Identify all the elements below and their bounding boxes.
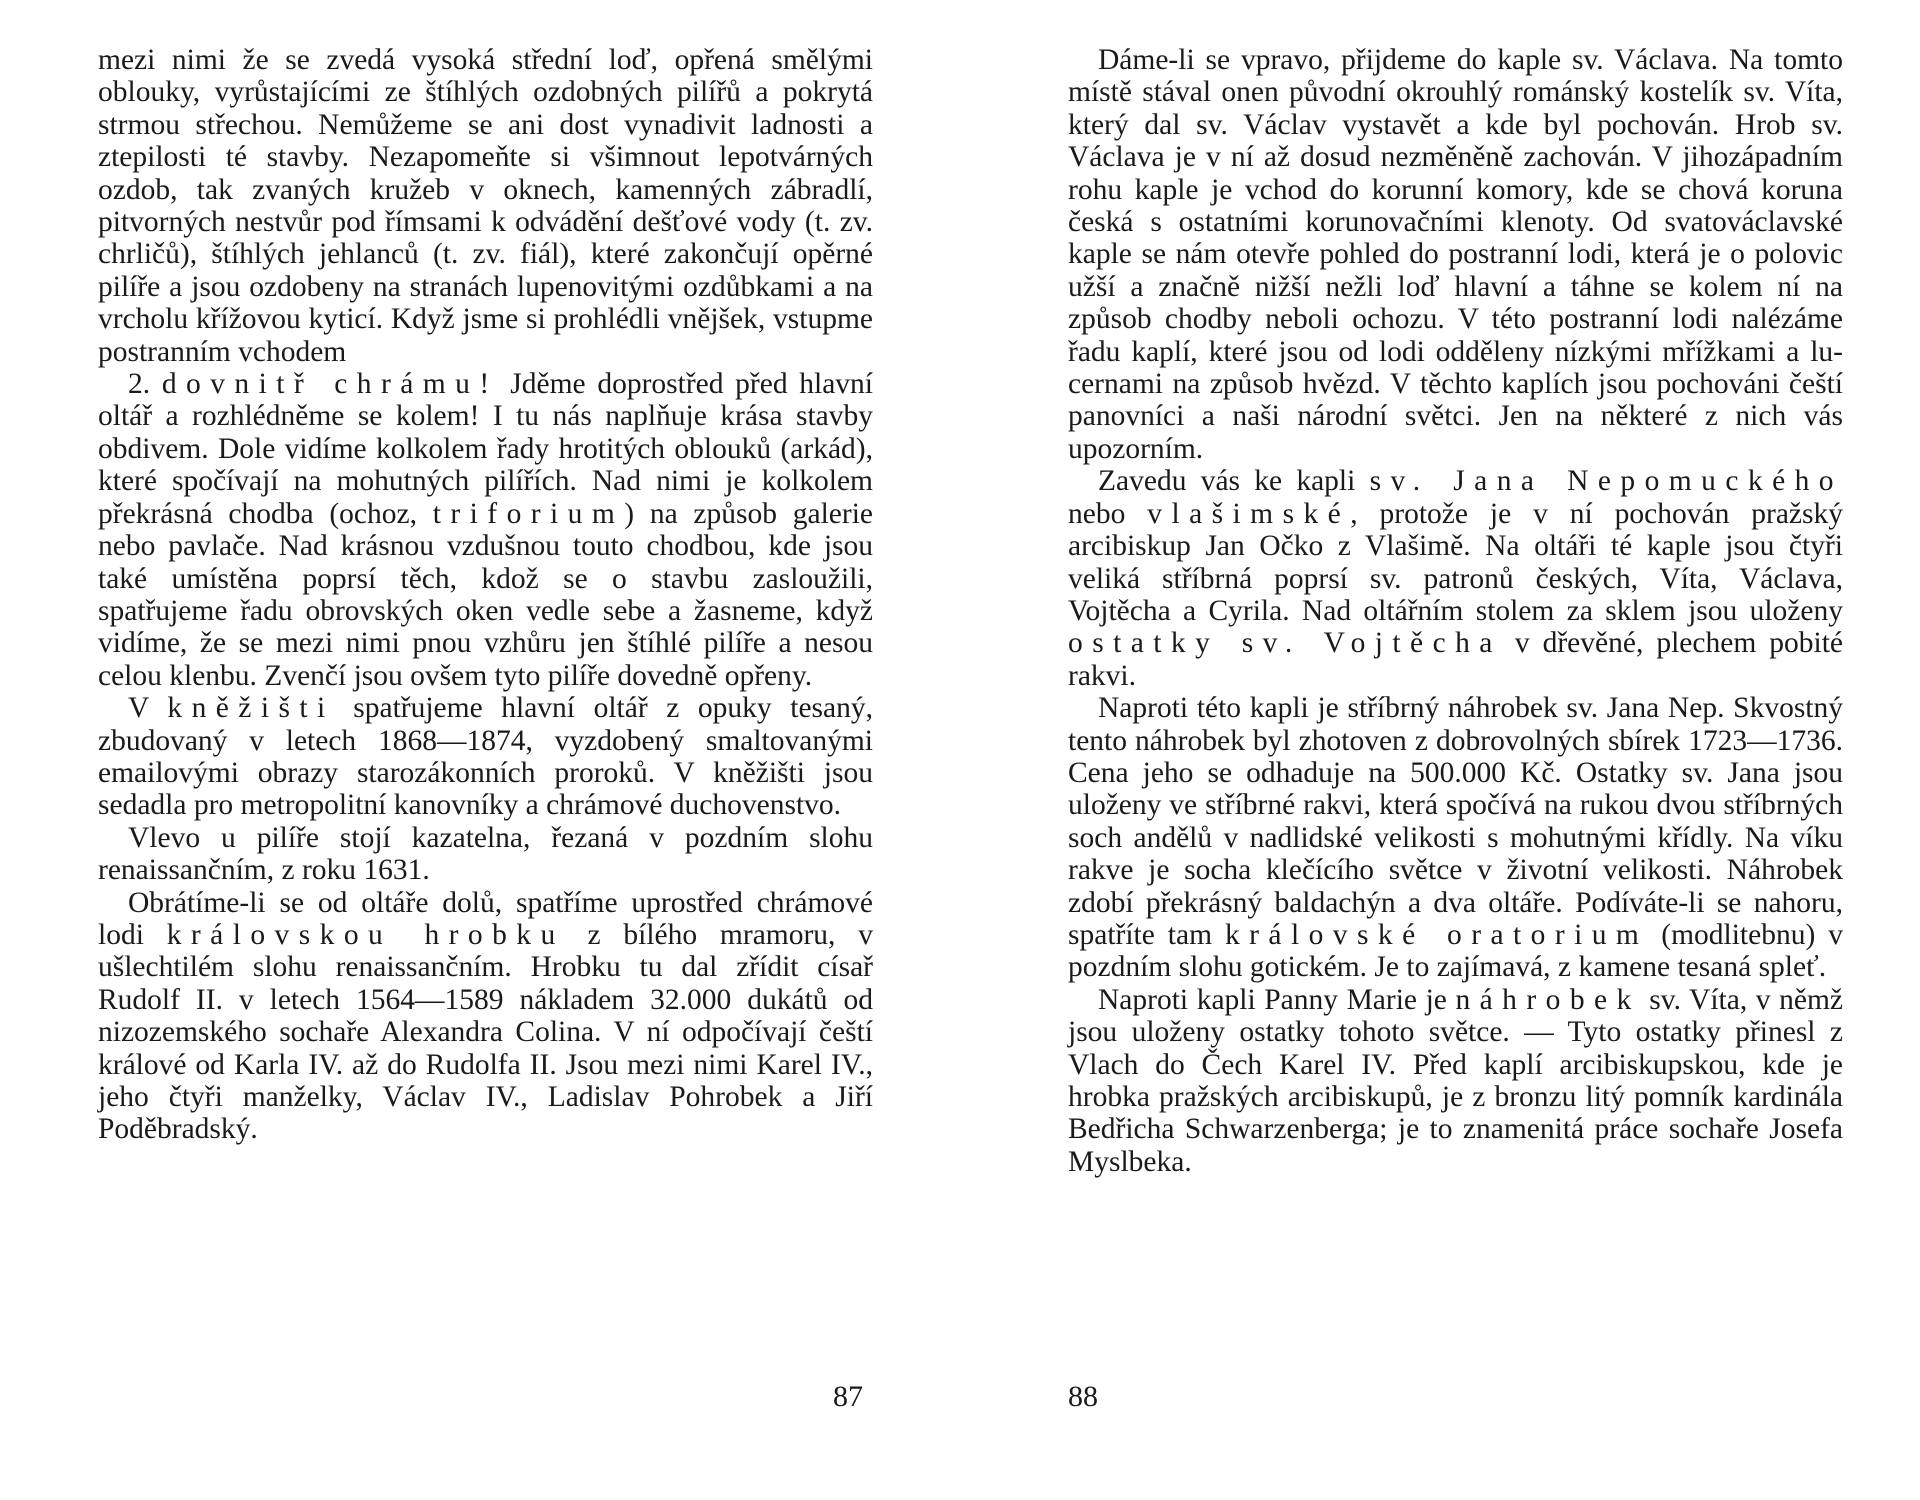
right-p3-spaced-term: královské oratorium (1224, 918, 1649, 951)
left-paragraph-2 (98, 368, 873, 692)
right-p3-text: Naproti této kapli je stříbrný náhrobek sv. Jana Nep. Skvostný tento náhrobek byl zhotoven z dobrovolných sbírek 1723—1736. Cena jeho se odhaduje na 500.000 Kč. Ostatky sv. Jana jsou uloženy ve stříbrné rakvi, která spočívá na rukou dvou stříbrných soch andělů v nadlidské velikosti s mohutnými křídly. Na víku rakve je socha klečícího světce v životní velikosti. Náhrobek zdobí překrásný baldachýn a dva oltáře. Podíváte-li se nahoru, spatříte tam (1068, 692, 1843, 951)
right-p2-spaced-term-3: ostatky sv. Vojtěcha (1068, 627, 1502, 660)
right-p2-text-4: v dřevěné, plechem pobité rakvi. (1068, 627, 1843, 692)
right-p4-text-2: sv. Víta, v němž jsou uloženy ostatky tohoto světce. — Tyto ostatky přinesl z Vlach do Čech Karel IV. Před kaplí arcibiskupskou, kde je hrobka pražských arcibiskupů, je z bronzu litý pomník kardinála Bedřicha Schwarzenberga; je to znamenitá práce sochaře Josefa Myslbeka. (1068, 983, 1843, 1178)
left-p2-prefix: 2. (128, 368, 151, 401)
left-p5-spaced-term: královskou hrobku (166, 918, 565, 951)
left-p3-text: spatřujeme hlavní oltář z opuky tesaný, zbudovaný v letech 1868—1874, vyzdobený smaltovanými emailovými obrazy starozákonních proroků. V kněžišti jsou sedadla pro metropolitní kanovníky a chrámové duchovenstvo. (98, 692, 873, 822)
right-p2-spaced-term: sv. Jana Nepomuckého (1369, 465, 1843, 498)
right-p4-spaced-term: náhrobek (1455, 983, 1641, 1016)
left-p2-spaced-term: dovnitř chrámu! (161, 368, 499, 401)
right-paragraph-4 (1068, 984, 1843, 1178)
left-p5-text: Obrátíme-li se od oltáře dolů, spatříme uprostřed chrámové lodi (98, 886, 873, 951)
left-p3-spaced-term: kněžišti (167, 692, 335, 725)
left-p2-text: Jděme doprostřed před hlavní oltář a rozhlédněme se kolem! I tu nás naplňuje krása stavby obdivem. Dole vidíme kolkolem řady hrotitých oblouků (arkád), které spočívají na mohutných pilířích. Nad nimi je kolkolem překrásná chodba (ochoz, (98, 368, 873, 530)
left-p5-text-2: z bílého mramoru, v ušlechtilém slohu renaissančním. Hrobku tu dal zřídit císař Rudolf II. v letech 1564—1589 nákladem 32.000 dukátů od nizozemského sochaře Alexandra Colina. V ní odpočívají čeští králové od Karla IV. až do Rudolfa II. Jsou mezi nimi Karel IV., jeho čtyři manželky, Václav IV., Ladislav Pohrobek a Jiří Poděbradský. (98, 918, 873, 1146)
page-number-right: 88 (1068, 1380, 1098, 1413)
right-p2-text: Zavedu vás ke kapli (1098, 465, 1370, 498)
right-p4-text: Naproti kapli Panny Marie je (1098, 983, 1456, 1016)
left-p2-spaced-term-2: triforium (432, 497, 625, 530)
left-paragraph-1: mezi nimi že se zvedá vysoká střední loď, opřená smělými oblouky, vyrůstajícími ze štíhlých ozdobných pilířů a pokrytá strmou střechou. Nemůžeme se ani dost vynadivit ladnosti a ztepilosti té stavby. Nezapomeňte si všimnout lepotvárných ozdob, tak zvaných kružeb v oknech, kamenných zábradlí, pitvorných nestvůr pod římsami k odvádění dešťové vody (t. zv. chrličů), štíhlých jehlanců (t. zv. fiál), které zakončují opěrné pilíře a jsou ozdobeny na stranách lupenovitými ozdůbkami a na vrcholu křížovou kyticí. Když jsme si prohlédli vnějšek, vstupme postranním vchodem (98, 44, 873, 368)
right-p2-text-3: , protože je v ní pochován pražský arcibiskup Jan Očko z Vlašimě. Na oltáři té kaple jsou čtyři veliká stříbrná poprsí sv. patronů českých, Víta, Václava, Vojtěcha a Cyrila. Nad oltářním stolem za sklem jsou uloženy (1068, 497, 1843, 627)
left-paragraph-4: Vlevo u pilíře stojí kazatelna, řezaná v pozdním slohu renaissančním, z roku 1631. (98, 821, 873, 887)
right-page (1068, 44, 1843, 1178)
right-paragraph-2 (1068, 465, 1843, 692)
left-p2-text-2: ) na způsob galerie nebo pavlače. Nad krásnou vzdušnou touto chodbou, kde jsou také umístěna poprsí těch, kdož se o stavbu zasloužili, spatřujeme řadu obrovských oken vedle sebe a žasneme, když vidíme, že se mezi nimi pnou vzhůru jen štíhlé pilíře a nesou celou klenbu. Zvenčí jsou ovšem tyto pilíře dovedně opřeny. (98, 497, 873, 692)
right-p2-text-2: nebo (1068, 497, 1148, 530)
right-p2-spaced-term-2: vlašimské (1147, 497, 1351, 530)
left-paragraph-5 (98, 887, 873, 1146)
left-paragraph-3 (98, 692, 873, 822)
left-page (98, 44, 873, 1146)
right-paragraph-3 (1068, 692, 1843, 984)
left-p3-prefix: V (128, 692, 149, 725)
right-p3-text-2: (modlitebnu) v pozdním slohu gotickém. Je to zajímavá, z kamene tesaná spleť. (1068, 918, 1843, 984)
right-paragraph-1: Dáme-li se vpravo, přijdeme do kaple sv. Václava. Na tomto místě stával onen původní okrouhlý románský kostelík sv. Víta, který dal sv. Václav vystavět a kde byl pochován. Hrob sv. Václava je v ní až dosud nezměněně zachován. V jihozápadním rohu kaple je vchod do korunní komory, kde se chová koruna česká s ostatními korunovačními klenoty. Od svatováclavské kaple se nám otevře pohled do postranní lodi, která je o polovic užší a značně nižší nežli loď hlavní a táhne se kolem ní na způsob chodby neboli ochozu. V této postranní lodi nalézáme řadu kaplí, které jsou od lodi odděleny nízkými mřížkami a lucernami na způsob hvězd. V těchto kaplích jsou pochováni čeští panovníci a naši národní světci. Jen na některé z nich vás upozorním. (1068, 44, 1843, 465)
page-number-left: 87 (833, 1380, 863, 1413)
